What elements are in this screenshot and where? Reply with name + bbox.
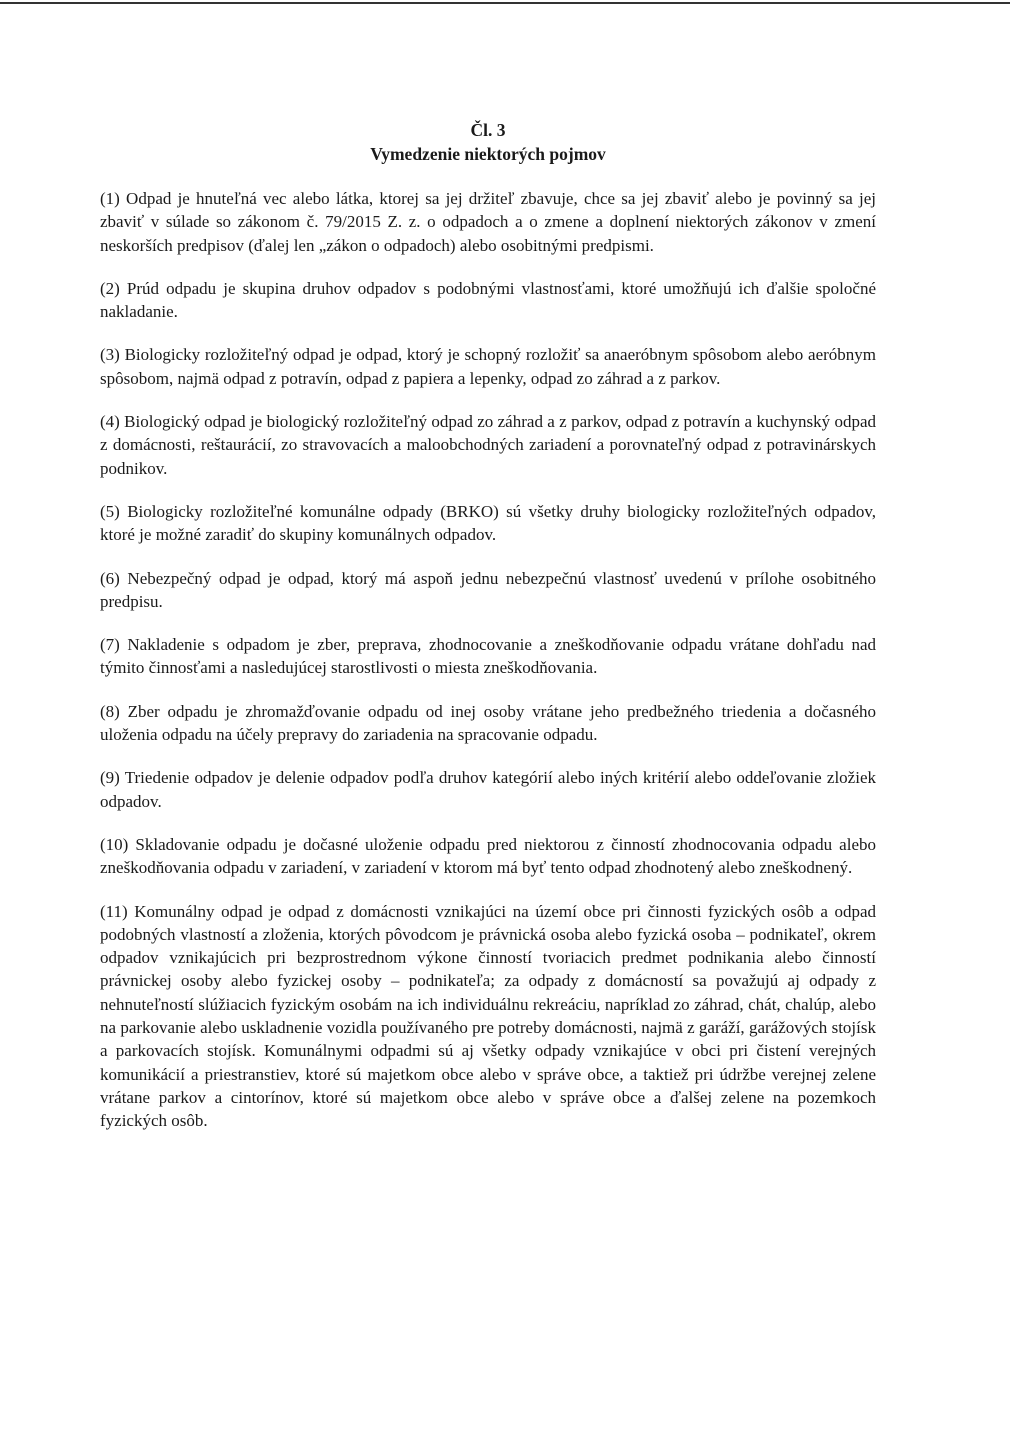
paragraph-10: (10) Skladovanie odpadu je dočasné uloženie odpadu pred niektorou z činností zhodnocovania odpadu alebo zneškodňovania odpadu v zariadení, v zariadení v ktorom má byť tento odpad zhodnotený alebo zneškodnený. bbox=[100, 834, 876, 878]
paragraph-7: (7) Nakladenie s odpadom je zber, preprava, zhodnocovanie a zneškodňovanie odpadu vrátane dohľadu nad týmito činnosťami a nasledujúcej starostlivosti o miesta zneškodňovania. bbox=[100, 635, 876, 678]
paragraph-4: (4) Biologický odpad je biologický rozložiteľný odpad zo záhrad a z parkov, odpad z potravín a kuchynský odpad z domácnosti, reštaurácií, zo stravovacích a maloobchodných zariadení a porovnateľný odpad z potravinárskych podnikov. bbox=[100, 412, 876, 478]
article-title: Vymedzenie niektorých pojmov bbox=[370, 144, 606, 164]
top-border-line bbox=[0, 2, 1010, 4]
paragraph-11: (11) Komunálny odpad je odpad z domácnosti vznikajúci na území obce pri činnosti fyzických osôb a odpad podobných vlastností a zloženia, ktorých pôvodcom je právnická osoba alebo fyzická osoba – podnikateľ, okrem odpadov vznikajúcich pri bezprostrednom výkone činností tvoriacich predmet podnikania alebo činností právnickej osoby alebo fyzickej osoby – podnikateľa; za odpady z domácností sa považujú aj odpady z nehnuteľností slúžiacich fyzickým osobám na ich individuálnu rekreáciu, napríklad zo záhrad, chát, chalúp, alebo na parkovanie alebo uskladnenie vozidla používaného pre potreby domácnosti, najmä z garáží, garážových stojísk a parkovacích stojísk. Komunálnymi odpadmi sú aj všetky odpady vznikajúce v obci pri čistení verejných komunikácií a priestranstiev, ktoré sú majetkom obce alebo v správe obce, a taktiež pri údržbe verejnej zelene vrátane parkov a cintorínov, ktoré sú majetkom obce alebo v správe obce a ďalšej zelene na pozemkoch fyzických osôb. bbox=[100, 901, 876, 1131]
paragraph-5: (5) Biologicky rozložiteľné komunálne odpady (BRKO) sú všetky druhy biologicky rozložiteľných odpadov, ktoré je možné zaradiť do skupiny komunálnych odpadov. bbox=[100, 501, 876, 545]
paragraph-8: (8) Zber odpadu je zhromažďovanie odpadu od inej osoby vrátane jeho predbežného triedenia a dočasného uloženia odpadu na účely prepravy do zariadenia na spracovanie odpadu. bbox=[100, 701, 876, 745]
paragraph-9: (9) Triedenie odpadov je delenie odpadov podľa druhov kategórií alebo iných kritérií alebo oddeľovanie zložiek odpadov. bbox=[100, 768, 876, 811]
article-number: Čl. 3 bbox=[470, 120, 506, 140]
paragraph-1: (1) Odpad je hnuteľná vec alebo látka, ktorej sa jej držiteľ zbavuje, chce sa jej zbaviť alebo je povinný sa jej zbaviť v súlade so zákonom č. 79/2015 Z. z. o odpadoch a o zmene a doplnení niektorých zákonov v zmení neskorších predpisov (ďalej len „zákon o odpadoch) alebo osobitnými predpismi. bbox=[100, 189, 876, 255]
document-page bbox=[100, 118, 876, 1153]
paragraph-6: (6) Nebezpečný odpad je odpad, ktorý má aspoň jednu nebezpečnú vlastnosť uvedenú v prílohe osobitného predpisu. bbox=[100, 568, 876, 611]
paragraph-3: (3) Biologicky rozložiteľný odpad je odpad, ktorý je schopný rozložiť sa anaeróbnym spôsobom alebo aeróbnym spôsobom, najmä odpad z potravín, odpad z papiera a lepenky, odpad zo záhrad a z parkov. bbox=[100, 345, 876, 388]
paragraph-2: (2) Prúd odpadu je skupina druhov odpadov s podobnými vlastnosťami, ktoré umožňujú ich ďalšie spoločné nakladanie. bbox=[100, 278, 876, 322]
